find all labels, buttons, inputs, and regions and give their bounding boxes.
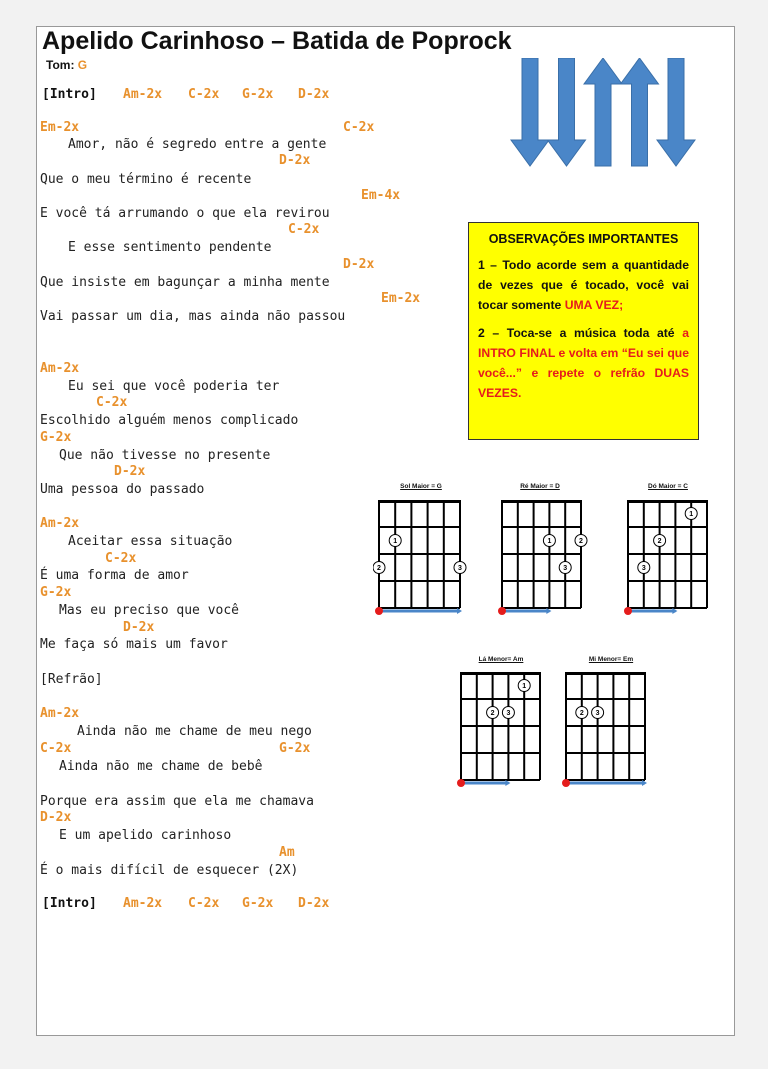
chord-label: G-2x bbox=[40, 430, 72, 445]
strum-down-arrow-icon bbox=[657, 58, 695, 166]
chord-diagram bbox=[455, 656, 547, 663]
chord-diagram bbox=[375, 483, 467, 490]
strum-down-arrow-icon bbox=[511, 58, 549, 166]
finger-number: 3 bbox=[563, 565, 568, 572]
chord-label: G-2x bbox=[279, 741, 311, 756]
chord-label: C-2x bbox=[188, 87, 220, 102]
chord-label: D-2x bbox=[298, 896, 330, 911]
chord-label: C-2x bbox=[96, 395, 128, 410]
chord-grid bbox=[496, 499, 591, 621]
root-string-dot bbox=[498, 607, 506, 615]
lyric-line: É uma forma de amor bbox=[40, 568, 189, 583]
chord-diagram bbox=[565, 656, 657, 663]
chord-diagram bbox=[620, 483, 716, 490]
chord-label: C-2x bbox=[343, 120, 375, 135]
lyric-line: Me faça só mais um favor bbox=[40, 637, 228, 652]
section-label: [Intro] bbox=[42, 896, 97, 911]
finger-number: 2 bbox=[490, 710, 495, 717]
finger-number: 2 bbox=[579, 710, 584, 717]
lyric-line: Vai passar um dia, mas ainda não passou bbox=[40, 309, 346, 324]
lyric-line: Amor, não é segredo entre a gente bbox=[68, 137, 327, 152]
chord-diagram bbox=[490, 483, 590, 490]
chord-grid bbox=[622, 499, 717, 621]
lyric-line: Mas eu preciso que você bbox=[59, 603, 240, 618]
chord-label: Em-2x bbox=[381, 291, 421, 306]
observacoes-title: OBSERVAÇÕES IMPORTANTES bbox=[488, 232, 679, 246]
finger-number: 2 bbox=[657, 538, 662, 545]
chord-label: D-2x bbox=[40, 810, 72, 825]
observacao-2: 2 – Toca-se a música toda até a INTRO FINAL e volta em “Eu sei que você...” e repete o refrão DUAS VEZES. bbox=[478, 326, 689, 400]
finger-number: 1 bbox=[393, 538, 398, 545]
chord-diagram-title: Dó Maior = C bbox=[648, 483, 688, 490]
lyric-line: Que o meu término é recente bbox=[40, 172, 252, 187]
root-string-dot bbox=[375, 607, 383, 615]
chord-grid bbox=[373, 499, 470, 621]
root-string-dot bbox=[457, 779, 465, 787]
finger-number: 3 bbox=[506, 710, 511, 717]
finger-number: 1 bbox=[689, 511, 694, 518]
chord-diagram-title: Sol Maior = G bbox=[400, 483, 442, 490]
chord-label: C-2x bbox=[288, 222, 320, 237]
root-string-dot bbox=[562, 779, 570, 787]
chord-grid bbox=[560, 671, 655, 793]
chord-label: G-2x bbox=[242, 87, 274, 102]
lyric-line: Que insiste em bagunçar a minha mente bbox=[40, 275, 330, 290]
section-label: [Intro] bbox=[42, 87, 97, 102]
lyric-line: E um apelido carinhoso bbox=[59, 828, 232, 843]
lyric-line: Porque era assim que ela me chamava bbox=[40, 794, 314, 809]
lyric-line: Que não tivesse no presente bbox=[59, 448, 271, 463]
lyric-line: É o mais difícil de esquecer (2X) bbox=[40, 863, 299, 878]
lyric-line: Eu sei que você poderia ter bbox=[68, 379, 280, 394]
chord-label: Em-2x bbox=[40, 120, 80, 135]
strumming-pattern bbox=[510, 58, 696, 168]
lyric-line: E esse sentimento pendente bbox=[68, 240, 272, 255]
lyric-line: Escolhido alguém menos complicado bbox=[40, 413, 299, 428]
chord-label: G-2x bbox=[40, 585, 72, 600]
strum-up-arrow-icon bbox=[621, 58, 659, 166]
finger-number: 3 bbox=[641, 565, 646, 572]
chord-label: G-2x bbox=[242, 896, 274, 911]
chord-label: Am-2x bbox=[123, 87, 163, 102]
song-title: Apelido Carinhoso – Batida de Poprock bbox=[42, 27, 512, 55]
observacao-1: 1 – Todo acorde sem a quantidade de vezes que é tocado, você vai tocar somente UMA VEZ; bbox=[478, 258, 689, 312]
lyric-line: Ainda não me chame de meu nego bbox=[77, 724, 312, 739]
lyric-line: Uma pessoa do passado bbox=[40, 482, 205, 497]
chord-grid bbox=[455, 671, 550, 793]
strum-up-arrow-icon bbox=[584, 58, 622, 166]
chord-diagram-title: Lá Menor= Am bbox=[478, 656, 524, 663]
finger-number: 2 bbox=[377, 565, 381, 572]
chord-label: C-2x bbox=[188, 896, 220, 911]
chord-label: D-2x bbox=[298, 87, 330, 102]
finger-number: 2 bbox=[579, 538, 583, 545]
song-key bbox=[46, 58, 87, 72]
finger-number: 1 bbox=[522, 683, 527, 690]
strum-down-arrow-icon bbox=[548, 58, 586, 166]
chord-label: Em-4x bbox=[361, 188, 401, 203]
chord-label: D-2x bbox=[279, 153, 311, 168]
chord-diagram-title: Mi Menor= Em bbox=[588, 656, 634, 663]
chord-label: Am bbox=[279, 845, 295, 860]
lyric-line: E você tá arrumando o que ela revirou bbox=[40, 206, 330, 221]
lyric-line: [Refrão] bbox=[40, 672, 103, 687]
chord-label: Am-2x bbox=[40, 361, 80, 376]
finger-number: 3 bbox=[595, 710, 600, 717]
chord-label: C-2x bbox=[40, 741, 72, 756]
finger-number: 3 bbox=[458, 565, 462, 572]
chord-label: Am-2x bbox=[40, 516, 80, 531]
chord-label: Am-2x bbox=[123, 896, 163, 911]
root-string-dot bbox=[624, 607, 632, 615]
chord-diagram-title: Ré Maior = D bbox=[520, 483, 560, 490]
lyric-line: Ainda não me chame de bebê bbox=[59, 759, 263, 774]
chord-label: Am-2x bbox=[40, 706, 80, 721]
chord-label: D-2x bbox=[343, 257, 375, 272]
chord-label: D-2x bbox=[123, 620, 155, 635]
key-label: Tom: bbox=[46, 58, 75, 72]
finger-number: 1 bbox=[547, 538, 552, 545]
chord-label: D-2x bbox=[114, 464, 146, 479]
observacoes-box bbox=[468, 222, 699, 440]
key-value: G bbox=[77, 58, 88, 72]
lyric-line: Aceitar essa situação bbox=[68, 534, 233, 549]
chord-label: C-2x bbox=[105, 551, 137, 566]
